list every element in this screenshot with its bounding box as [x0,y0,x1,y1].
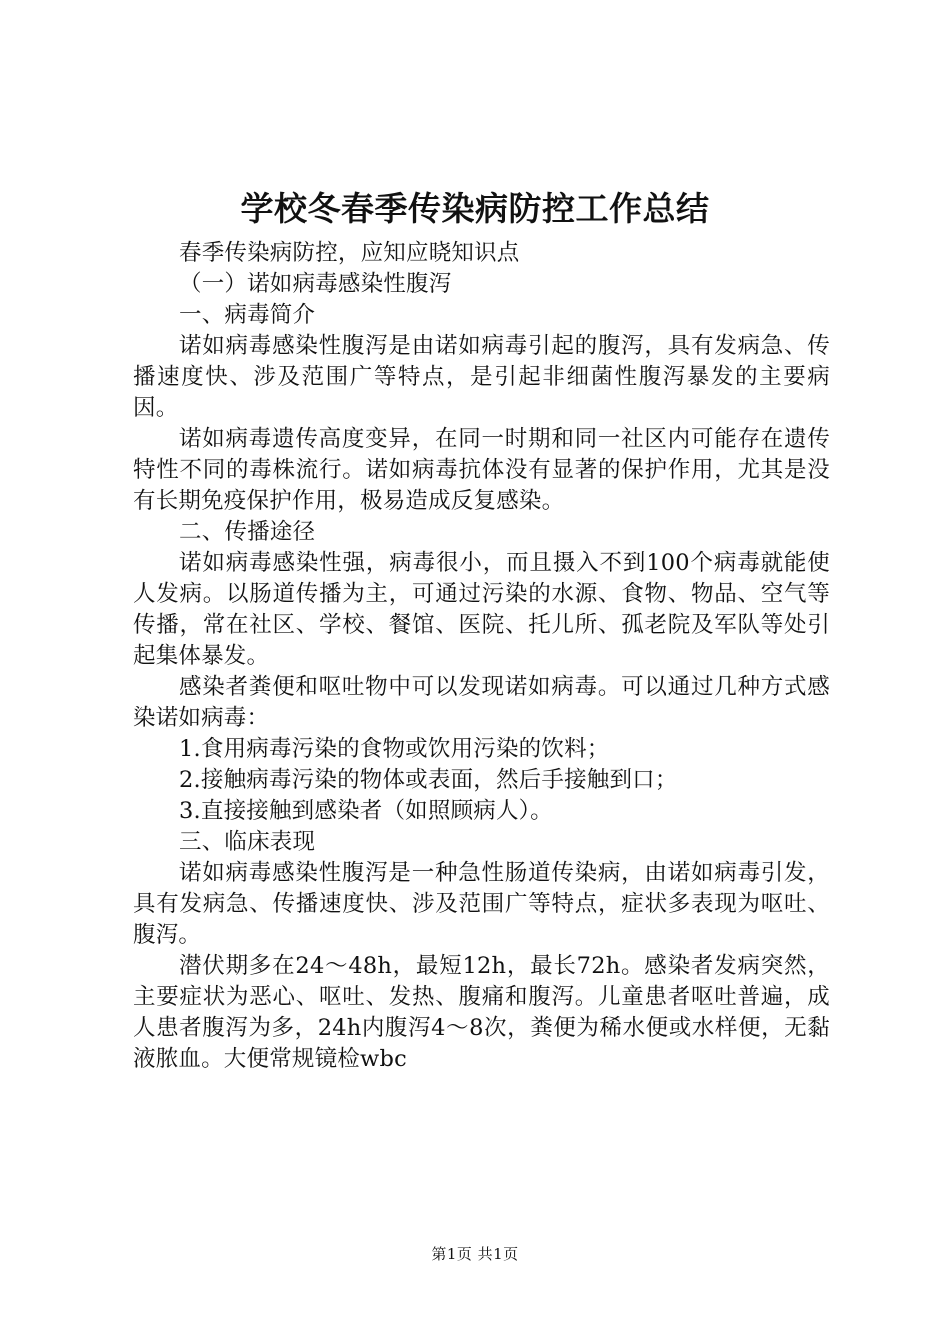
page-footer: 第1页 共1页 [431,1245,519,1263]
paragraph: 潜伏期多在24～48h，最短12h，最长72h。感染者发病突然，主要症状为恶心、呕吐、发热、腹痛和腹泻。儿童患者呕吐普遍，成人患者腹泻为多，24h内腹泻4～8次，粪便为稀水便或水样便，无黏液脓血。大便常规镜检wbc [133,953,830,1072]
paragraph: 诺如病毒遗传高度变异，在同一时期和同一社区内可能存在遗传特性不同的毒株流行。诺如病毒抗体没有显著的保护作用，尤其是没有长期免疫保护作用，极易造成反复感染。 [133,426,830,514]
paragraph: 诺如病毒感染性强，病毒很小，而且摄入不到100个病毒就能使人发病。以肠道传播为主，可通过污染的水源、食物、物品、空气等传播，常在社区、学校、餐馆、医院、托儿所、孤老院及军队等处引起集体暴发。 [133,550,830,669]
section-heading-transmission: 二、传播途径 [179,519,316,545]
section-heading-clinical: 三、临床表现 [179,829,316,855]
document-title: 学校冬春季传染病防控工作总结 [240,189,710,228]
list-item: 3.直接接触到感染者（如照顾病人）。 [179,798,553,824]
section-heading-norovirus: （一）诺如病毒感染性腹泻 [179,271,452,297]
list-item: 1.食用病毒污染的食物或饮用污染的饮料； [179,736,610,762]
document-body [133,238,830,1075]
section-heading-virus-intro: 一、病毒简介 [179,302,316,328]
paragraph-intro: 春季传染病防控，应知应晓知识点 [179,240,520,266]
paragraph: 诺如病毒感染性腹泻是一种急性肠道传染病，由诺如病毒引发，具有发病急、传播速度快、涉及范围广等特点，症状多表现为呕吐、腹泻。 [133,860,830,948]
list-item: 2.接触病毒污染的物体或表面，然后手接触到口； [179,767,678,793]
paragraph: 感染者粪便和呕吐物中可以发现诺如病毒。可以通过几种方式感染诺如病毒： [133,674,830,731]
paragraph: 诺如病毒感染性腹泻是由诺如病毒引起的腹泻，具有发病急、传播速度快、涉及范围广等特点，是引起非细菌性腹泻暴发的主要病因。 [133,333,830,421]
